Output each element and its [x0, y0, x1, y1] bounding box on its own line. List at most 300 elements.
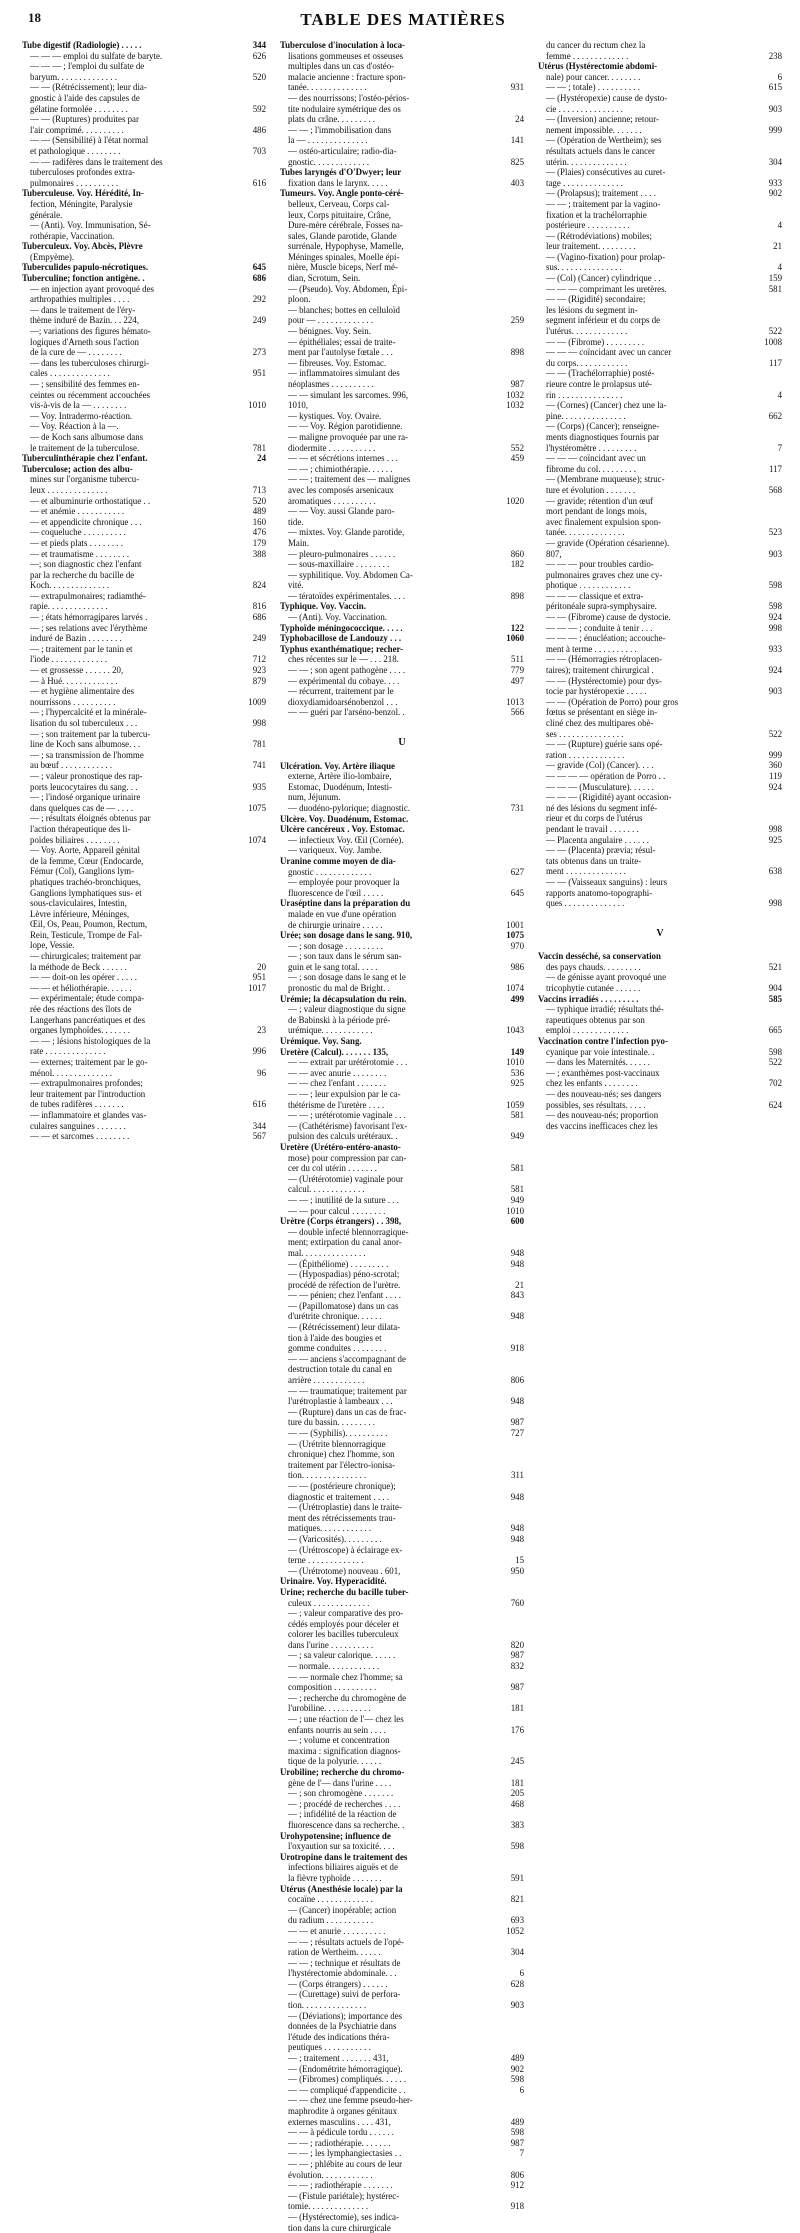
entry-page-ref: 7 — [777, 442, 782, 453]
entry-text: rin . . . . . . . . . . . . . . . — [546, 389, 623, 400]
index-entry — [538, 390, 782, 401]
entry-text: — — — emploi du sulfate de baryte. — [30, 50, 163, 61]
index-entry — [22, 188, 266, 199]
entry-page-ref: 1052 — [506, 1925, 524, 1936]
entry-text: — — chez l'enfant . . . . . . . — [288, 1078, 386, 1089]
index-entry — [280, 125, 524, 136]
entry-text: — — (Opération de Porro) pour gros — [546, 696, 679, 707]
section-letter: U — [398, 737, 406, 748]
entry-page-ref: 638 — [768, 866, 782, 877]
entry-page-ref: 489 — [510, 2116, 524, 2127]
entry-text: traitement par l'électro-ionisa- — [288, 1459, 396, 1470]
index-entry — [280, 347, 524, 358]
entry-text: — (Membrane muqueuse); struc- — [546, 474, 665, 485]
index-entry — [280, 2117, 524, 2128]
index-column-3 — [538, 40, 782, 2233]
entry-text: avec finalement expulsion spon- — [546, 516, 662, 527]
entry-text: — typhique irradié; résultats thé- — [546, 1004, 664, 1015]
entry-text: — (Urétroscope) à éclairage ex- — [288, 1544, 403, 1555]
entry-text: la — . . . . . . . . . . . . . . — [288, 135, 368, 146]
index-entry — [538, 845, 782, 856]
entry-text: du radium . . . . . . . . . . . — [288, 1915, 374, 1926]
index-entry — [280, 1608, 524, 1619]
entry-text: ment à terme . . . . . . . . . . — [546, 643, 637, 654]
index-entry — [280, 1746, 524, 1757]
entry-page-ref: 903 — [510, 2000, 524, 2011]
entry-text: — — (postérieure chronique); — [288, 1480, 396, 1491]
entry-text: tomie. . . . . . . . . . . . . . — [288, 2201, 369, 2212]
entry-text: mort pendant de longs mois, — [546, 506, 647, 517]
index-entry — [538, 61, 782, 72]
entry-page-ref: 816 — [252, 601, 266, 612]
index-entry — [280, 1015, 524, 1026]
entry-text: Langerhans pancréatiques et des — [30, 1014, 146, 1025]
entry-text: ches récentes sur le — . . . 218. — [288, 654, 399, 665]
entry-text: — ; l'hypercalcité et la minérale- — [30, 707, 147, 718]
entry-text: sus. . . . . . . . . . . . . . . — [546, 262, 622, 273]
entry-text: — (Cathétérisme) favorisant l'ex- — [288, 1120, 408, 1131]
entry-text: gomme conduites . . . . . . . . — [288, 1343, 387, 1354]
entry-text: — Voy. Intradermo-réaction. — [30, 410, 133, 421]
entry-text: — — — (Musculature). . . . . . — [546, 781, 654, 792]
index-entry — [280, 951, 524, 962]
entry-page-ref: 117 — [769, 357, 782, 368]
entry-page-ref: 1032 — [506, 400, 524, 411]
index-entry — [280, 2011, 524, 2022]
entry-text: — — — classique et extra- — [546, 590, 644, 601]
index-entry — [280, 506, 524, 517]
entry-text: sous-claviculaires, Intestin, — [30, 898, 127, 909]
entry-text: Typhoïde méningococcique. . . . . — [280, 622, 403, 633]
entry-page-ref: 598 — [768, 580, 782, 591]
entry-page-ref: 23 — [257, 1025, 266, 1036]
index-entry — [280, 2223, 524, 2233]
index-entry — [22, 1025, 266, 1036]
index-entry — [280, 411, 524, 422]
index-entry — [280, 1195, 524, 1206]
entry-text: — (Hystérectomie), ses indica- — [288, 2211, 399, 2222]
entry-text: — (Fistule pariétale); hystérec- — [288, 2190, 400, 2201]
entry-text: — — (Vaisseaux sanguins) : leurs — [546, 876, 668, 887]
entry-page-ref: 806 — [510, 2169, 524, 2180]
index-entry — [280, 1523, 524, 1534]
entry-text: — — traumatique; traitement par — [288, 1385, 407, 1396]
index-entry — [280, 1492, 524, 1503]
index-entry — [22, 379, 266, 390]
index-entry — [538, 421, 782, 432]
entry-text: du cancer du rectum chez la — [546, 40, 646, 50]
entry-text: — — (Rupture) guérie sans opé- — [546, 739, 663, 750]
index-entry — [280, 814, 524, 825]
index-entry — [280, 305, 524, 316]
entry-text: (Empyème). — [30, 251, 75, 262]
entry-page-ref: 6 — [777, 71, 782, 82]
entry-text: — (Cancer) inopérable; action — [288, 1904, 397, 1915]
entry-page-ref: 117 — [769, 463, 782, 474]
entry-text: — et pieds plats . . . . . . . . — [30, 537, 123, 548]
index-entry — [22, 474, 266, 485]
page-header — [28, 10, 778, 36]
entry-page-ref: 520 — [252, 71, 266, 82]
index-entry — [538, 538, 782, 549]
entry-page-ref: 686 — [252, 273, 266, 284]
index-entry — [280, 496, 524, 507]
index-entry — [538, 1110, 782, 1121]
index-entry — [538, 104, 782, 115]
index-entry — [22, 496, 266, 507]
entry-text: rieur et du corps de l'utérus — [546, 813, 643, 824]
index-entry — [280, 601, 524, 612]
index-entry — [22, 623, 266, 634]
entry-text: tanée. . . . . . . . . . . . . . — [288, 82, 367, 93]
entry-text: de la cure de — . . . . . . . . — [30, 347, 122, 358]
index-entry — [538, 40, 782, 51]
entry-page-ref: 160 — [252, 516, 266, 527]
entry-text: vis-à-vis de la — . . . . . . . . — [30, 400, 127, 411]
entry-page-ref: 181 — [510, 1703, 524, 1714]
entry-text: — — et sécrétions internes . . . — [288, 453, 398, 464]
entry-page-ref: 998 — [768, 622, 782, 633]
index-entry — [280, 1333, 524, 1344]
index-entry — [538, 813, 782, 824]
entry-text: femme . . . . . . . . . . . . . — [546, 50, 629, 61]
entry-text: ment par l'autolyse fœtale . . . — [288, 347, 393, 358]
index-entry — [280, 104, 524, 115]
entry-page-ref: 902 — [768, 188, 782, 199]
index-entry — [280, 135, 524, 146]
entry-page-ref: 686 — [252, 612, 266, 623]
index-entry — [280, 1555, 524, 1566]
entry-page-ref: 918 — [510, 1343, 524, 1354]
index-entry — [538, 443, 782, 454]
index-entry — [22, 178, 266, 189]
index-entry — [280, 1047, 524, 1058]
entry-text: — — pour calcul . . . . . . . . — [288, 1205, 386, 1216]
index-entry — [22, 252, 266, 263]
entry-text: gnostic . . . . . . . . . . . . . — [288, 866, 372, 877]
entry-text: Uraséptine dans la préparation du — [280, 898, 411, 909]
entry-text: — (Corps étrangers) . . . . . . — [288, 1978, 388, 1989]
index-entry — [22, 580, 266, 591]
index-entry — [22, 771, 266, 782]
index-entry — [280, 2138, 524, 2149]
entry-text: l'hystérectomie abdominale. . . — [288, 1968, 397, 1979]
entry-page-ref: 581 — [510, 1163, 524, 1174]
index-entry — [280, 1386, 524, 1397]
index-entry — [22, 273, 266, 284]
index-entry — [280, 1650, 524, 1661]
entry-text: — (Papillomatose) dans un cas — [288, 1300, 399, 1311]
entry-page-ref: 1017 — [248, 982, 266, 993]
entry-page-ref: 902 — [510, 2063, 524, 2074]
index-entry — [280, 1703, 524, 1714]
entry-page-ref: 712 — [252, 654, 266, 665]
entry-text: — — et héliothérapie. . . . . . — [30, 982, 132, 993]
entry-text: ménol. . . . . . . . . . . . . . — [30, 1067, 113, 1078]
entry-text: d'urétrite chronique. . . . . . — [288, 1311, 382, 1322]
index-entry — [280, 686, 524, 697]
index-entry — [22, 146, 266, 157]
entry-text: pulsion des calculs urétéraux. . — [288, 1131, 398, 1142]
entry-text: — Voy. Aorte, Appareil génital — [30, 845, 141, 856]
index-entry — [280, 2053, 524, 2064]
index-entry — [22, 93, 266, 104]
entry-text: lope, Vessie. — [30, 940, 75, 951]
entry-page-ref: 713 — [252, 484, 266, 495]
index-entry — [280, 1407, 524, 1418]
entry-page-ref: 628 — [510, 1978, 524, 1989]
entry-page-ref: 1074 — [506, 983, 524, 994]
entry-text: destruction totale du canal en — [288, 1364, 392, 1375]
index-entry — [538, 51, 782, 62]
index-entry — [538, 358, 782, 369]
index-entry — [280, 1354, 524, 1365]
entry-text: rapeutiques obtenus par son — [546, 1014, 645, 1025]
entry-text: — — ; traitement des — malignes — [288, 474, 411, 485]
entry-page-ref: 924 — [768, 612, 782, 623]
index-entry — [538, 1068, 782, 1079]
index-entry — [280, 2106, 524, 2117]
index-entry — [22, 993, 266, 1004]
index-entry — [280, 1576, 524, 1587]
index-entry — [280, 898, 524, 909]
entry-text: l'utérus. . . . . . . . . . . . . — [546, 326, 628, 337]
index-entry — [280, 1174, 524, 1185]
entry-text: Lèvre inférieure, Méninges, — [30, 908, 130, 919]
entry-page-ref: 24 — [515, 114, 524, 125]
index-entry — [280, 538, 524, 549]
entry-text: vité. — [288, 580, 304, 591]
entry-text: — ; traitement . . . . . . . 431, — [288, 2053, 389, 2064]
index-entry — [22, 665, 266, 676]
entry-page-ref: 998 — [768, 823, 782, 834]
index-entry — [280, 1672, 524, 1683]
index-entry — [280, 877, 524, 888]
index-entry — [22, 1121, 266, 1132]
entry-page-ref: 581 — [510, 1110, 524, 1121]
index-entry — [280, 1502, 524, 1513]
entry-page-ref: 567 — [252, 1131, 266, 1142]
entry-text: gnostic. . . . . . . . . . . . . — [288, 156, 370, 167]
entry-text: nière, Muscle biceps, Nerf mé- — [288, 262, 398, 273]
entry-text: fœtus se présentant en siège in- — [546, 707, 658, 718]
index-entry — [280, 2032, 524, 2043]
index-entry — [22, 718, 266, 729]
entry-text: — mixtes. Voy. Glande parotide, — [288, 527, 405, 538]
entry-text: résultats actuels dans le cancer — [546, 145, 655, 156]
entry-text: l'hystéromètre . . . . . . . . . — [546, 442, 637, 453]
index-entry — [280, 2170, 524, 2181]
entry-text: ration de Wertheim. . . . . . — [288, 1947, 381, 1958]
entry-page-ref: 1009 — [248, 696, 266, 707]
entry-text: pour — . . . . . . . . . . . . . — [288, 315, 374, 326]
entry-text: leur traitement. . . . . . . . . — [546, 241, 636, 252]
entry-text: données de la Psychiatrie dans — [288, 2021, 397, 2032]
index-entry — [280, 167, 524, 178]
index-entry — [22, 506, 266, 517]
entry-text: taires); traitement chirurgical . — [546, 665, 654, 676]
index-entry — [22, 962, 266, 973]
entry-page-ref: 149 — [510, 1046, 524, 1057]
index-entry — [280, 1153, 524, 1164]
entry-text: utérin. . . . . . . . . . . . . . — [546, 156, 627, 167]
index-entry — [280, 40, 524, 51]
index-entry — [280, 1089, 524, 1100]
entry-text: — — — pour troubles cardio- — [546, 559, 654, 570]
entry-text: — — — — opération de Porro . . — [546, 770, 666, 781]
index-entry — [22, 559, 266, 570]
index-entry — [538, 125, 782, 136]
index-entry — [538, 623, 782, 634]
index-entry — [22, 898, 266, 909]
index-entry — [538, 284, 782, 295]
index-entry — [280, 1439, 524, 1450]
entry-text: Tuberculinthérapie chez l'enfant. — [22, 453, 148, 464]
entry-text: — blanches; bottes en celluloïd — [288, 304, 400, 315]
entry-text: rapie. . . . . . . . . . . . . . — [30, 601, 108, 612]
entry-text: évolution. . . . . . . . . . . . — [288, 2169, 373, 2180]
entry-text: —; son diagnostic chez l'enfant — [30, 559, 142, 570]
entry-text: — (Cornes) (Cancer) chez une la- — [546, 400, 667, 411]
index-entry — [280, 1894, 524, 1905]
entry-text: — (Anti). Voy. Vaccination. — [288, 612, 388, 623]
index-entry — [22, 411, 266, 422]
index-entry — [280, 1820, 524, 1831]
entry-text: sales, Glande parotide, Glande — [288, 230, 397, 241]
index-entry — [22, 284, 266, 295]
entry-text: chronique) chez l'homme, son — [288, 1449, 395, 1460]
index-entry — [280, 1184, 524, 1195]
entry-text: — ; sa valeur calorique. . . . . . — [288, 1650, 396, 1661]
entry-text: gnostic à l'aide des capsules de — [30, 92, 140, 103]
index-entry — [280, 1142, 524, 1153]
index-entry — [280, 1566, 524, 1577]
entry-text: — expérimental du cobaye. . . . — [288, 675, 400, 686]
index-entry — [538, 994, 782, 1005]
entry-text: fluorescence dans sa recherche. . — [288, 1819, 405, 1830]
index-entry — [538, 898, 782, 909]
index-entry — [538, 315, 782, 326]
entry-page-ref: 918 — [510, 2201, 524, 2212]
index-entry — [280, 1587, 524, 1598]
entry-text: mose) pour compression par can- — [288, 1152, 407, 1163]
entry-page-ref: 245 — [510, 1756, 524, 1767]
entry-page-ref: 403 — [510, 177, 524, 188]
entry-page-ref: 489 — [252, 506, 266, 517]
entry-page-ref: 522 — [768, 1057, 782, 1068]
entry-page-ref: 951 — [252, 368, 266, 379]
index-entry — [280, 941, 524, 952]
index-entry — [280, 1905, 524, 1916]
entry-text: tique de la polyurie. . . . . . — [288, 1756, 382, 1767]
entry-text: — — extrait par urétérotomie . . . — [288, 1057, 408, 1068]
entry-page-ref: 238 — [768, 50, 782, 61]
entry-page-ref: 948 — [510, 1533, 524, 1544]
entry-page-ref: 1059 — [506, 1099, 524, 1110]
index-entry — [538, 135, 782, 146]
entry-text: Tuberculose d'inoculation à loca- — [280, 40, 406, 50]
index-entry — [22, 888, 266, 899]
entry-text: Tuberculine; fonction antigène. . — [22, 273, 145, 284]
entry-text: gène de l'— dans l'urine . . . . — [288, 1777, 392, 1788]
index-entry — [22, 157, 266, 168]
entry-text: tide. — [288, 516, 304, 527]
index-entry — [280, 114, 524, 125]
entry-page-ref: 1010 — [506, 1205, 524, 1216]
index-entry — [280, 1417, 524, 1428]
index-entry — [22, 1036, 266, 1047]
entry-text: avec les composés arsenicaux — [288, 484, 394, 495]
index-entry — [280, 337, 524, 348]
entry-page-ref: 948 — [510, 1247, 524, 1258]
index-entry — [280, 1343, 524, 1354]
index-entry — [538, 888, 782, 899]
entry-text: Vaccination contre l'infection pyo- — [538, 1036, 668, 1047]
index-entry — [22, 866, 266, 877]
entry-page-ref: 987 — [510, 1682, 524, 1693]
entry-text: cyanique par voie intestinale. . — [546, 1046, 655, 1057]
index-entry — [538, 347, 782, 358]
index-entry — [280, 856, 524, 867]
entry-text: guin et le sang total. . . . . — [288, 961, 378, 972]
entry-text: de tubes radifères . . . . . . . — [30, 1099, 124, 1110]
entry-text: — de génisse ayant provoqué une — [546, 972, 667, 983]
entry-page-ref: 598 — [510, 2074, 524, 2085]
index-entry — [22, 633, 266, 644]
index-entry — [538, 962, 782, 973]
entry-text: Urée; son dosage dans le sang. 910, — [280, 930, 413, 941]
index-entry — [22, 72, 266, 83]
entry-text: Rein, Testicule, Trompe de Fal- — [30, 929, 143, 940]
entry-text: cliné chez des multipares obè- — [546, 718, 654, 728]
index-entry — [280, 400, 524, 411]
entry-text: rate . . . . . . . . . . . . . . — [30, 1046, 106, 1057]
index-entry — [280, 707, 524, 718]
entry-text: — duodéno-pylorique; diagnostic. — [288, 802, 411, 813]
index-entry — [538, 1036, 782, 1047]
entry-text: — — anciens s'accompagnant de — [288, 1353, 406, 1364]
entry-text: externes masculins . . . . 431, — [288, 2116, 391, 2127]
entry-text: Utérus (Hystérectomie abdomi- — [538, 61, 658, 72]
entry-page-ref: 6 — [519, 1968, 524, 1979]
entry-text: composition . . . . . . . . . . — [288, 1682, 377, 1693]
entry-page-ref: 933 — [768, 177, 782, 188]
entry-text: fixation et la trachélorraphie — [546, 209, 647, 220]
entry-page-ref: 727 — [510, 1428, 524, 1438]
entry-text: Koch. . . . . . . . . . . . . . — [30, 580, 110, 591]
index-entry — [280, 2212, 524, 2223]
entry-text: — et hygiène alimentaire des — [30, 686, 134, 697]
entry-text: rothérapie, Vaccination. — [30, 230, 115, 241]
entry-text: — (Urétrite blennorragique — [288, 1438, 386, 1449]
entry-text: Urotropine dans le traitement des — [280, 1851, 408, 1862]
index-entry — [538, 676, 782, 687]
entry-text: — ; traitement par le tanin et — [30, 643, 133, 654]
index-entry — [280, 1470, 524, 1481]
entry-text: nale) pour cancer. . . . . . . . — [546, 71, 641, 82]
entry-text: ports leucocytaires du sang. . . — [30, 781, 138, 792]
entry-text: — syphilitique. Voy. Abdomen Ca- — [288, 569, 413, 580]
entry-page-ref: 552 — [510, 442, 524, 453]
entry-text: dans quelques cas de — . . . . — [30, 802, 134, 813]
index-entry — [538, 951, 782, 962]
entry-text: induré de Bazin . . . . . . . . — [30, 633, 122, 644]
index-entry — [280, 199, 524, 210]
index-entry — [280, 1227, 524, 1238]
index-entry — [280, 1640, 524, 1651]
entry-page-ref: 1020 — [506, 495, 524, 506]
entry-text: — sous-maxillaire . . . . . . . . — [288, 559, 390, 570]
